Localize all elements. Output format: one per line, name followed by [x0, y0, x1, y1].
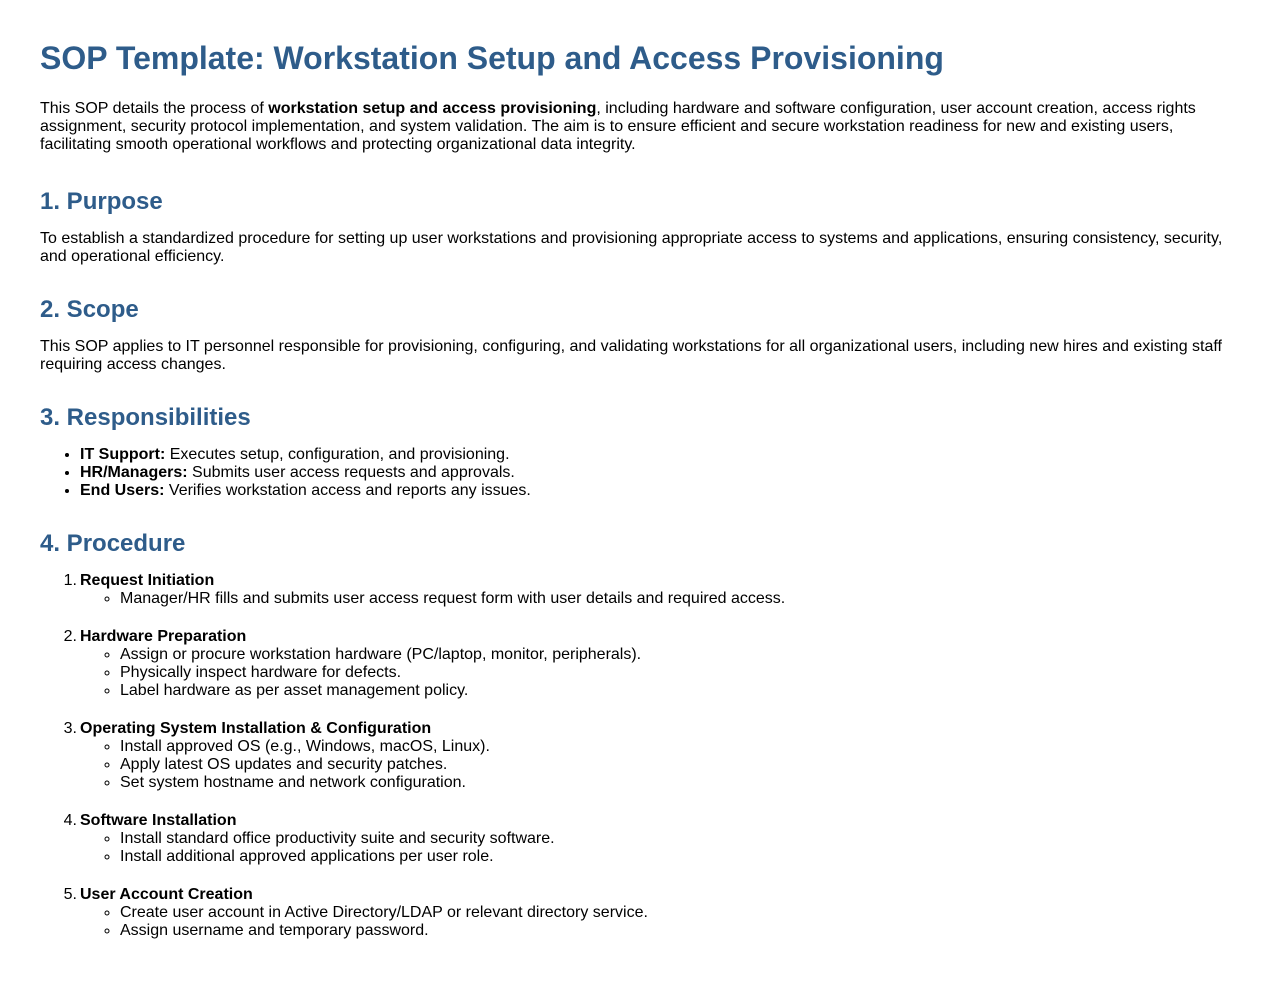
step-title: Hardware Preparation: [80, 628, 247, 645]
procedure-heading: 4. Procedure: [40, 530, 186, 557]
procedure-step: [40, 886, 1223, 940]
step-title: Operating System Installation & Configuration: [80, 720, 432, 737]
intro-text-after: , including hardware and software configuration, user account creation, access rights assignment, security protocol implementation, and system validation. The aim is to ensure efficient and secure workstation readiness for new and existing users, facilitating smooth operational workflows and protecting organizational data integrity.: [40, 100, 1196, 153]
list-item: [80, 464, 1223, 482]
procedure-list: [40, 572, 1223, 940]
substep-item: ◦ Assign username and temporary password.: [120, 922, 1223, 940]
role-description: Submits user access requests and approvals.: [187, 464, 515, 481]
substep-item: ◦ Create user account in Active Directory/LDAP or relevant directory service.: [120, 904, 1223, 922]
substep-item: ◦ Manager/HR fills and submits user access request form with user details and required access.: [120, 590, 1223, 608]
step-title: User Account Creation: [80, 886, 253, 903]
step-substeps: [80, 904, 1223, 940]
substep-item: ◦ Install standard office productivity suite and security software.: [120, 830, 1223, 848]
substep-item: ◦ Assign or procure workstation hardware (PC/laptop, monitor, peripherals).: [120, 646, 1223, 664]
document: [0, 40, 1263, 940]
page-title: SOP Template: Workstation Setup and Access Provisioning: [40, 40, 944, 76]
procedure-step: [40, 572, 1223, 608]
intro-text-bold: workstation setup and access provisioning: [268, 100, 597, 117]
intro-paragraph: [40, 100, 1223, 154]
substep-item: ◦ Set system hostname and network configuration.: [120, 774, 1223, 792]
substep-item: ◦ Label hardware as per asset management policy.: [120, 682, 1223, 700]
list-item: [80, 446, 1223, 464]
step-number: 4.: [63, 812, 77, 829]
substep-item: ◦ Install additional approved applications per user role.: [120, 848, 1223, 866]
purpose-text: To establish a standardized procedure for setting up user workstations and provisioning appropriate access to systems and applications, ensuring consistency, security, and operational efficiency.: [40, 230, 1223, 265]
step-substeps: [80, 830, 1223, 866]
step-title: Software Installation: [80, 812, 237, 829]
role-description: Executes setup, configuration, and provisioning.: [165, 446, 510, 463]
responsibilities-heading: 3. Responsibilities: [40, 404, 251, 431]
role-label: IT Support:: [80, 446, 166, 463]
scope-text: This SOP applies to IT personnel responsible for provisioning, configuring, and validating workstations for all organizational users, including new hires and existing staff requiring access changes.: [40, 338, 1222, 373]
purpose-heading: 1. Purpose: [40, 188, 163, 215]
step-substeps: [80, 590, 1223, 608]
substep-item: ◦ Physically inspect hardware for defects.: [120, 664, 1223, 682]
procedure-step: [40, 812, 1223, 866]
role-label: End Users:: [80, 482, 165, 499]
step-title: Request Initiation: [80, 572, 215, 589]
responsibilities-list: [40, 446, 1223, 500]
role-label: HR/Managers:: [80, 464, 188, 481]
list-item: [80, 482, 1223, 500]
step-number: 2.: [63, 628, 77, 645]
step-number: 1.: [63, 572, 77, 589]
step-substeps: [80, 738, 1223, 792]
substep-item: ◦ Install approved OS (e.g., Windows, macOS, Linux).: [120, 738, 1223, 756]
role-description: Verifies workstation access and reports any issues.: [164, 482, 531, 499]
step-substeps: [80, 646, 1223, 700]
step-number: 5.: [63, 886, 77, 903]
procedure-step: [40, 628, 1223, 700]
procedure-step: [40, 720, 1223, 792]
substep-item: ◦ Apply latest OS updates and security patches.: [120, 756, 1223, 774]
step-number: 3.: [63, 720, 77, 737]
intro-text-before: This SOP details the process of: [40, 100, 269, 117]
scope-heading: 2. Scope: [40, 296, 139, 323]
